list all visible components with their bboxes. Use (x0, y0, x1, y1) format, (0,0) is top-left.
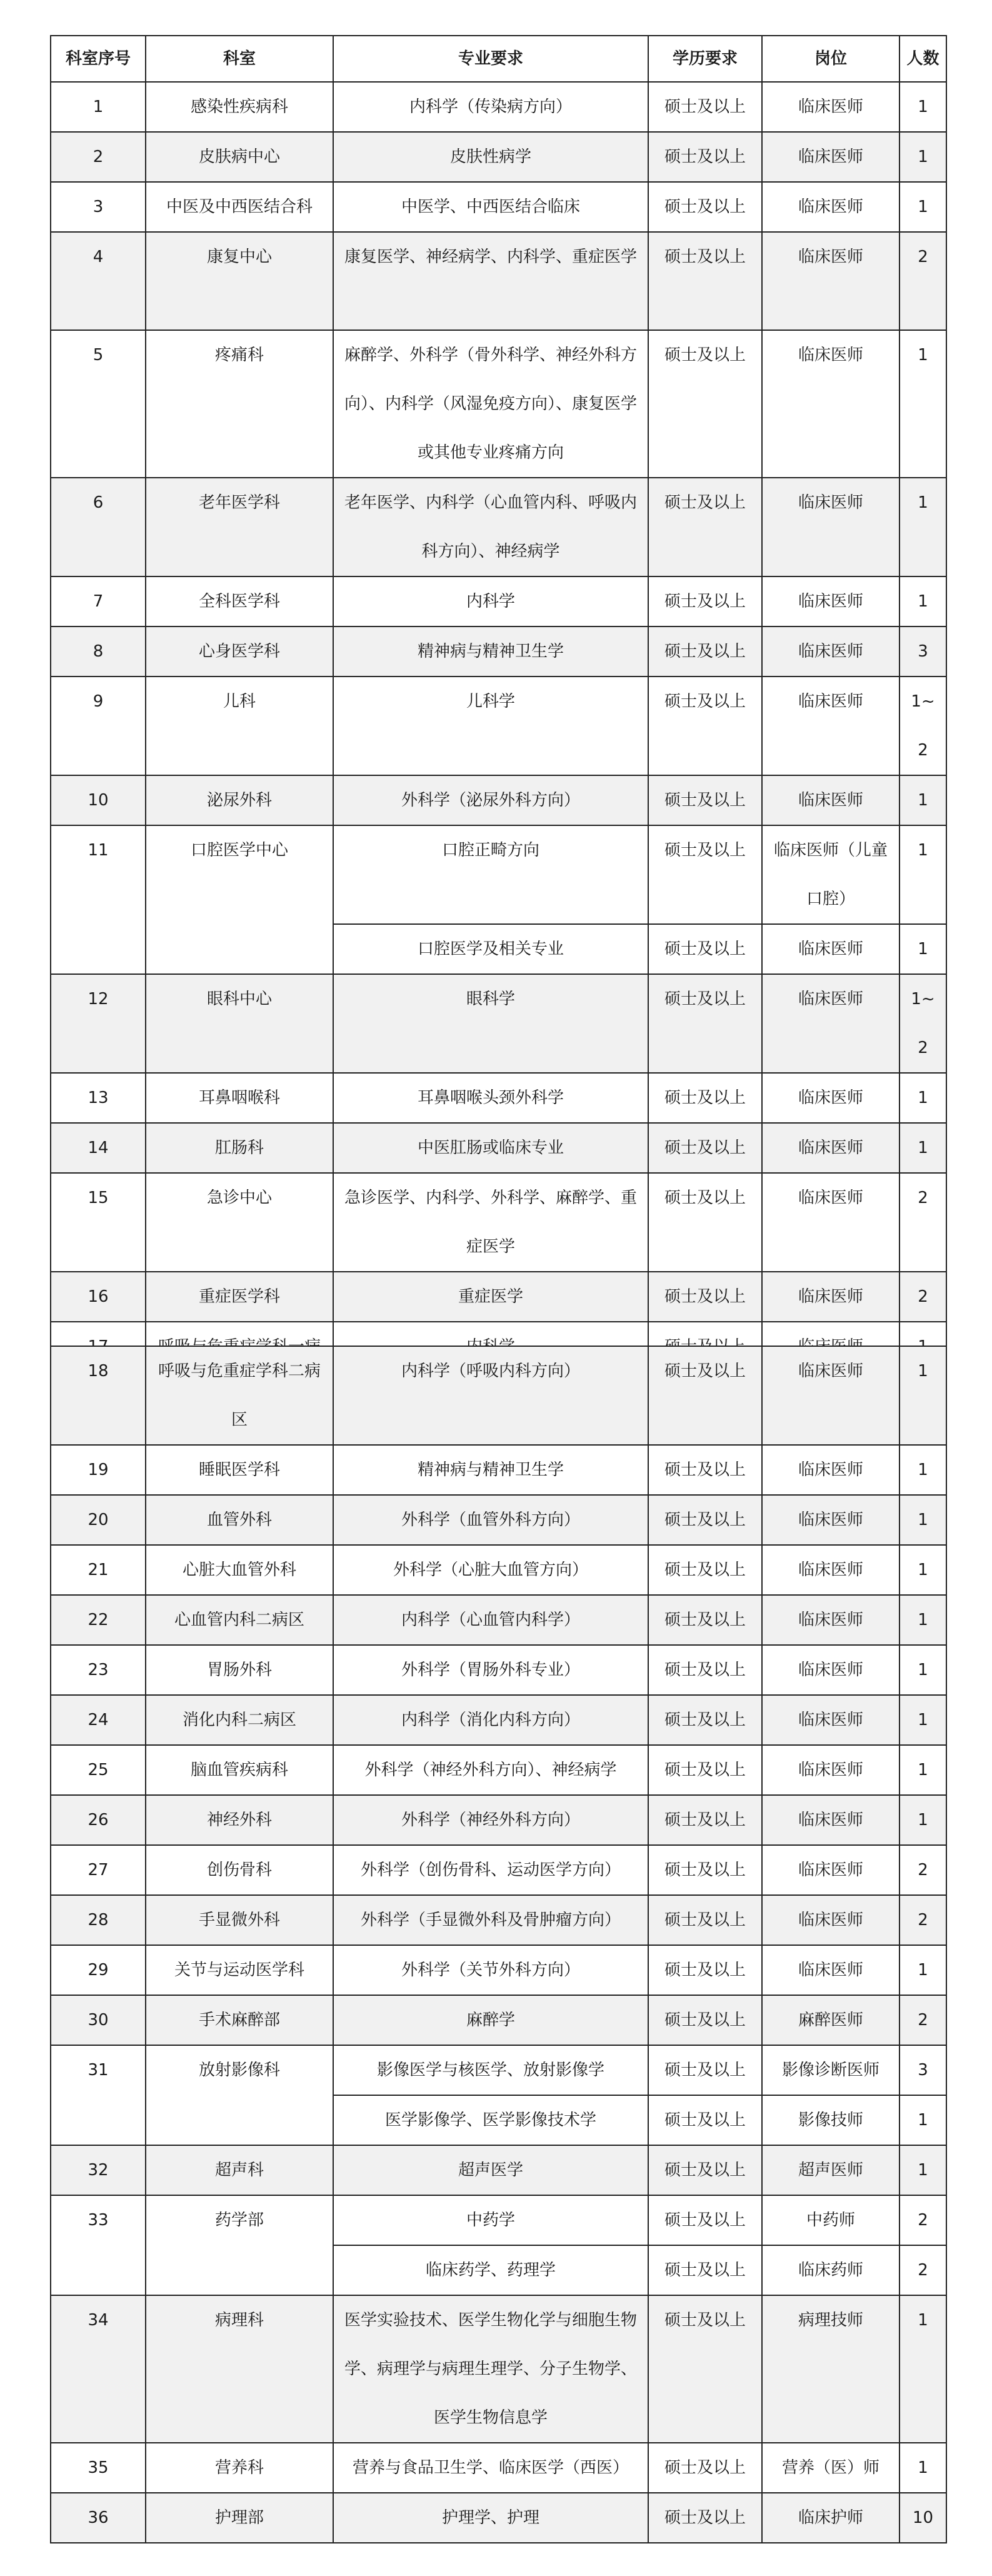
post: 影像技师 (762, 2095, 899, 2145)
table-row (51, 1346, 946, 1445)
table-row (51, 1645, 946, 1695)
major-requirement: 中医学、中西医结合临床 (333, 182, 648, 232)
post: 临床医师 (762, 1745, 899, 1795)
post: 营养（医）师 (762, 2443, 899, 2493)
table-row (51, 576, 946, 626)
table-row (51, 1445, 946, 1495)
major-requirement: 精神病与精神卫生学 (333, 626, 648, 677)
headcount: 1 (899, 1445, 946, 1495)
dept-name: 消化内科二病区 (146, 1695, 333, 1745)
dept-no: 1 (51, 82, 146, 132)
post: 影像诊断医师 (762, 2045, 899, 2095)
post: 中药师 (762, 2195, 899, 2245)
headcount: 1 (899, 330, 946, 478)
major-requirement: 外科学（血管外科方向） (333, 1495, 648, 1545)
post: 临床护师 (762, 2493, 899, 2543)
education-requirement: 硕士及以上 (648, 825, 762, 924)
major-requirement: 中药学 (333, 2195, 648, 2245)
major-requirement: 影像医学与核医学、放射影像学 (333, 2045, 648, 2095)
dept-name: 疼痛科 (146, 330, 333, 478)
post: 临床医师 (762, 1945, 899, 1995)
table-row (51, 1073, 946, 1123)
education-requirement: 硕士及以上 (648, 1945, 762, 1995)
dept-name: 脑血管疾病科 (146, 1745, 333, 1795)
dept-no: 12 (51, 974, 146, 1073)
dept-name: 手显微外科 (146, 1895, 333, 1945)
dept-name: 创伤骨科 (146, 1845, 333, 1895)
education-requirement: 硕士及以上 (648, 626, 762, 677)
post: 临床医师 (762, 330, 899, 478)
headcount: 1 (899, 1346, 946, 1445)
post: 临床医师 (762, 182, 899, 232)
table-row (51, 1945, 946, 1995)
header-dept-no: 科室序号 (51, 36, 146, 82)
education-requirement: 硕士及以上 (648, 1895, 762, 1945)
post: 临床医师 (762, 1272, 899, 1322)
dept-no: 20 (51, 1495, 146, 1545)
dept-no: 13 (51, 1073, 146, 1123)
table-row (51, 2493, 946, 2543)
education-requirement: 硕士及以上 (648, 132, 762, 182)
dept-name: 手术麻醉部 (146, 1995, 333, 2045)
header-post: 岗位 (762, 36, 899, 82)
education-requirement: 硕士及以上 (648, 1495, 762, 1545)
table-row (51, 825, 946, 924)
dept-name: 耳鼻咽喉科 (146, 1073, 333, 1123)
dept-no: 11 (51, 825, 146, 974)
education-requirement: 硕士及以上 (648, 478, 762, 576)
table-row (51, 1695, 946, 1745)
dept-no: 29 (51, 1945, 146, 1995)
education-requirement: 硕士及以上 (648, 1645, 762, 1695)
major-requirement: 皮肤性病学 (333, 132, 648, 182)
table-row (51, 677, 946, 775)
major-requirement: 护理学、护理 (333, 2493, 648, 2543)
education-requirement: 硕士及以上 (648, 2493, 762, 2543)
table-row (51, 478, 946, 576)
headcount: 1 (899, 2095, 946, 2145)
table-row (51, 2145, 946, 2195)
dept-no: 21 (51, 1545, 146, 1595)
headcount: 2 (899, 1173, 946, 1272)
education-requirement: 硕士及以上 (648, 2145, 762, 2195)
post: 临床医师 (762, 626, 899, 677)
education-requirement: 硕士及以上 (648, 330, 762, 478)
dept-no: 18 (51, 1346, 146, 1445)
headcount: 2 (899, 1895, 946, 1945)
headcount: 1 (899, 1495, 946, 1545)
education-requirement: 硕士及以上 (648, 924, 762, 974)
dept-name: 心血管内科二病区 (146, 1595, 333, 1645)
post: 临床医师 (762, 974, 899, 1073)
dept-name: 重症医学科 (146, 1272, 333, 1322)
dept-no: 16 (51, 1272, 146, 1322)
education-requirement: 硕士及以上 (648, 2295, 762, 2443)
post: 临床医师 (762, 1445, 899, 1495)
major-requirement: 眼科学 (333, 974, 648, 1073)
table-row (51, 2045, 946, 2095)
major-requirement: 外科学（手显微外科及骨肿瘤方向） (333, 1895, 648, 1945)
table-row (51, 2443, 946, 2493)
post: 临床医师 (762, 924, 899, 974)
major-requirement: 内科学 (333, 576, 648, 626)
dept-name: 放射影像科 (146, 2045, 333, 2145)
table-row (51, 1845, 946, 1895)
headcount: 1 (899, 1945, 946, 1995)
dept-no: 6 (51, 478, 146, 576)
headcount: 1 (899, 1745, 946, 1795)
table-row (51, 1595, 946, 1645)
post: 临床医师 (762, 1595, 899, 1645)
headcount: 1~2 (899, 974, 946, 1073)
dept-name: 护理部 (146, 2493, 333, 2543)
education-requirement: 硕士及以上 (648, 182, 762, 232)
major-requirement: 医学实验技术、医学生物化学与细胞生物学、病理学与病理生理学、分子生物学、医学生物信息学 (333, 2295, 648, 2443)
education-requirement: 硕士及以上 (648, 1545, 762, 1595)
post: 临床医师 (762, 1845, 899, 1895)
headcount: 3 (899, 2045, 946, 2095)
dept-no: 26 (51, 1795, 146, 1845)
header-row (51, 36, 946, 82)
headcount: 1 (899, 182, 946, 232)
dept-name: 心身医学科 (146, 626, 333, 677)
post: 临床医师 (762, 132, 899, 182)
major-requirement: 口腔医学及相关专业 (333, 924, 648, 974)
post: 临床医师 (762, 1123, 899, 1173)
major-requirement: 耳鼻咽喉头颈外科学 (333, 1073, 648, 1123)
major-requirement: 内科学（传染病方向） (333, 82, 648, 132)
dept-no: 8 (51, 626, 146, 677)
headcount: 1 (899, 1073, 946, 1123)
education-requirement: 硕士及以上 (648, 1995, 762, 2045)
post: 临床医师 (762, 1073, 899, 1123)
table-row (51, 1123, 946, 1173)
major-requirement: 临床药学、药理学 (333, 2245, 648, 2295)
headcount: 1 (899, 1695, 946, 1745)
table-row (51, 82, 946, 132)
headcount: 1 (899, 82, 946, 132)
dept-no: 34 (51, 2295, 146, 2443)
major-requirement: 精神病与精神卫生学 (333, 1445, 648, 1495)
dept-no: 30 (51, 1995, 146, 2045)
dept-no: 19 (51, 1445, 146, 1495)
headcount: 2 (899, 232, 946, 330)
major-requirement: 外科学（心脏大血管方向） (333, 1545, 648, 1595)
education-requirement: 硕士及以上 (648, 1695, 762, 1745)
dept-name: 超声科 (146, 2145, 333, 2195)
dept-no: 27 (51, 1845, 146, 1895)
major-requirement: 康复医学、神经病学、内科学、重症医学 (333, 232, 648, 330)
header-count: 人数 (899, 36, 946, 82)
dept-name: 老年医学科 (146, 478, 333, 576)
dept-name: 眼科中心 (146, 974, 333, 1073)
header-dept: 科室 (146, 36, 333, 82)
headcount: 1 (899, 1595, 946, 1645)
education-requirement: 硕士及以上 (648, 2443, 762, 2493)
major-requirement: 中医肛肠或临床专业 (333, 1123, 648, 1173)
dept-name: 胃肠外科 (146, 1645, 333, 1695)
post: 临床医师 (762, 82, 899, 132)
major-requirement: 内科学（呼吸内科方向） (333, 1346, 648, 1445)
dept-name: 营养科 (146, 2443, 333, 2493)
dept-name: 病理科 (146, 2295, 333, 2443)
major-requirement: 外科学（胃肠外科专业） (333, 1645, 648, 1695)
table-row (51, 1173, 946, 1272)
dept-name: 儿科 (146, 677, 333, 775)
education-requirement: 硕士及以上 (648, 2095, 762, 2145)
major-requirement: 外科学（关节外科方向） (333, 1945, 648, 1995)
dept-name: 口腔医学中心 (146, 825, 333, 974)
major-requirement: 重症医学 (333, 1272, 648, 1322)
dept-name: 急诊中心 (146, 1173, 333, 1272)
dept-name: 皮肤病中心 (146, 132, 333, 182)
major-requirement: 老年医学、内科学（心血管内科、呼吸内科方向）、神经病学 (333, 478, 648, 576)
major-requirement: 外科学（泌尿外科方向） (333, 775, 648, 825)
education-requirement: 硕士及以上 (648, 232, 762, 330)
headcount: 1 (899, 132, 946, 182)
recruitment-table-part-2 (50, 1346, 947, 2543)
education-requirement: 硕士及以上 (648, 1795, 762, 1845)
education-requirement: 硕士及以上 (648, 1173, 762, 1272)
education-requirement: 硕士及以上 (648, 2245, 762, 2295)
post: 临床医师 (762, 232, 899, 330)
dept-no: 4 (51, 232, 146, 330)
headcount: 1 (899, 775, 946, 825)
dept-no: 32 (51, 2145, 146, 2195)
education-requirement: 硕士及以上 (648, 82, 762, 132)
education-requirement: 硕士及以上 (648, 1445, 762, 1495)
headcount: 1 (899, 1123, 946, 1173)
major-requirement: 儿科学 (333, 677, 648, 775)
dept-no: 25 (51, 1745, 146, 1795)
education-requirement: 硕士及以上 (648, 677, 762, 775)
dept-no: 2 (51, 132, 146, 182)
dept-name: 肛肠科 (146, 1123, 333, 1173)
table-row (51, 232, 946, 330)
dept-no: 5 (51, 330, 146, 478)
headcount: 1 (899, 478, 946, 576)
table-row (51, 1795, 946, 1845)
headcount: 2 (899, 1272, 946, 1322)
dept-name: 血管外科 (146, 1495, 333, 1545)
education-requirement: 硕士及以上 (648, 1745, 762, 1795)
education-requirement: 硕士及以上 (648, 1845, 762, 1895)
dept-name: 药学部 (146, 2195, 333, 2295)
post: 超声医师 (762, 2145, 899, 2195)
education-requirement: 硕士及以上 (648, 1595, 762, 1645)
post: 临床医师 (762, 478, 899, 576)
table-row (51, 1545, 946, 1595)
dept-no: 9 (51, 677, 146, 775)
dept-no: 10 (51, 775, 146, 825)
headcount: 2 (899, 1995, 946, 2045)
headcount: 3 (899, 626, 946, 677)
post: 临床药师 (762, 2245, 899, 2295)
major-requirement: 营养与食品卫生学、临床医学（西医） (333, 2443, 648, 2493)
table-row (51, 2295, 946, 2443)
dept-no: 24 (51, 1695, 146, 1745)
dept-no: 28 (51, 1895, 146, 1945)
dept-name: 感染性疾病科 (146, 82, 333, 132)
dept-no: 22 (51, 1595, 146, 1645)
table-row (51, 1495, 946, 1545)
post: 麻醉医师 (762, 1995, 899, 2045)
table-row (51, 626, 946, 677)
dept-no: 33 (51, 2195, 146, 2295)
education-requirement: 硕士及以上 (648, 1272, 762, 1322)
dept-no: 15 (51, 1173, 146, 1272)
table-row (51, 182, 946, 232)
headcount: 2 (899, 1845, 946, 1895)
dept-no: 31 (51, 2045, 146, 2145)
headcount: 1 (899, 825, 946, 924)
headcount: 1 (899, 1545, 946, 1595)
major-requirement: 急诊医学、内科学、外科学、麻醉学、重症医学 (333, 1173, 648, 1272)
headcount: 1 (899, 1795, 946, 1845)
headcount: 1 (899, 2295, 946, 2443)
education-requirement: 硕士及以上 (648, 2195, 762, 2245)
post: 临床医师 (762, 1695, 899, 1745)
header-major: 专业要求 (333, 36, 648, 82)
dept-name: 中医及中西医结合科 (146, 182, 333, 232)
dept-name: 睡眠医学科 (146, 1445, 333, 1495)
dept-no: 14 (51, 1123, 146, 1173)
post: 临床医师 (762, 1173, 899, 1272)
major-requirement: 麻醉学、外科学（骨外科学、神经外科方向）、内科学（风湿免疫方向）、康复医学或其他专业疼痛方向 (333, 330, 648, 478)
major-requirement: 口腔正畸方向 (333, 825, 648, 924)
table-row (51, 1995, 946, 2045)
dept-name: 全科医学科 (146, 576, 333, 626)
major-requirement: 超声医学 (333, 2145, 648, 2195)
table-row (51, 1895, 946, 1945)
education-requirement: 硕士及以上 (648, 1123, 762, 1173)
dept-name: 神经外科 (146, 1795, 333, 1845)
dept-no: 36 (51, 2493, 146, 2543)
table-row (51, 1272, 946, 1322)
post: 临床医师 (762, 1346, 899, 1445)
education-requirement: 硕士及以上 (648, 1346, 762, 1445)
header-education: 学历要求 (648, 36, 762, 82)
education-requirement: 硕士及以上 (648, 974, 762, 1073)
dept-no: 35 (51, 2443, 146, 2493)
table-row (51, 775, 946, 825)
headcount: 2 (899, 2195, 946, 2245)
major-requirement: 外科学（创伤骨科、运动医学方向） (333, 1845, 648, 1895)
headcount: 1 (899, 1645, 946, 1695)
dept-name: 泌尿外科 (146, 775, 333, 825)
dept-name: 心脏大血管外科 (146, 1545, 333, 1595)
education-requirement: 硕士及以上 (648, 576, 762, 626)
post: 临床医师 (762, 576, 899, 626)
headcount: 1~2 (899, 677, 946, 775)
major-requirement: 外科学（神经外科方向）、神经病学 (333, 1745, 648, 1795)
table-row (51, 1745, 946, 1795)
post: 临床医师（儿童口腔） (762, 825, 899, 924)
dept-no: 7 (51, 576, 146, 626)
headcount: 1 (899, 2145, 946, 2195)
table-row (51, 132, 946, 182)
dept-name: 呼吸与危重症学科二病区 (146, 1346, 333, 1445)
post: 临床医师 (762, 677, 899, 775)
dept-no: 3 (51, 182, 146, 232)
headcount: 1 (899, 576, 946, 626)
recruitment-table-part-1 (50, 35, 947, 1421)
table-row (51, 330, 946, 478)
major-requirement: 内科学（消化内科方向） (333, 1695, 648, 1745)
dept-no: 23 (51, 1645, 146, 1695)
headcount: 10 (899, 2493, 946, 2543)
post: 病理技师 (762, 2295, 899, 2443)
education-requirement: 硕士及以上 (648, 2045, 762, 2095)
post: 临床医师 (762, 1545, 899, 1595)
major-requirement: 麻醉学 (333, 1995, 648, 2045)
headcount: 2 (899, 2245, 946, 2295)
major-requirement: 医学影像学、医学影像技术学 (333, 2095, 648, 2145)
post: 临床医师 (762, 775, 899, 825)
education-requirement: 硕士及以上 (648, 775, 762, 825)
major-requirement: 外科学（神经外科方向） (333, 1795, 648, 1845)
dept-name: 康复中心 (146, 232, 333, 330)
post: 临床医师 (762, 1645, 899, 1695)
headcount: 1 (899, 2443, 946, 2493)
post: 临床医师 (762, 1895, 899, 1945)
major-requirement: 内科学（心血管内科学） (333, 1595, 648, 1645)
table-row (51, 974, 946, 1073)
post: 临床医师 (762, 1795, 899, 1845)
education-requirement: 硕士及以上 (648, 1073, 762, 1123)
post: 临床医师 (762, 1495, 899, 1545)
headcount: 1 (899, 924, 946, 974)
table-row (51, 2195, 946, 2245)
dept-name: 关节与运动医学科 (146, 1945, 333, 1995)
